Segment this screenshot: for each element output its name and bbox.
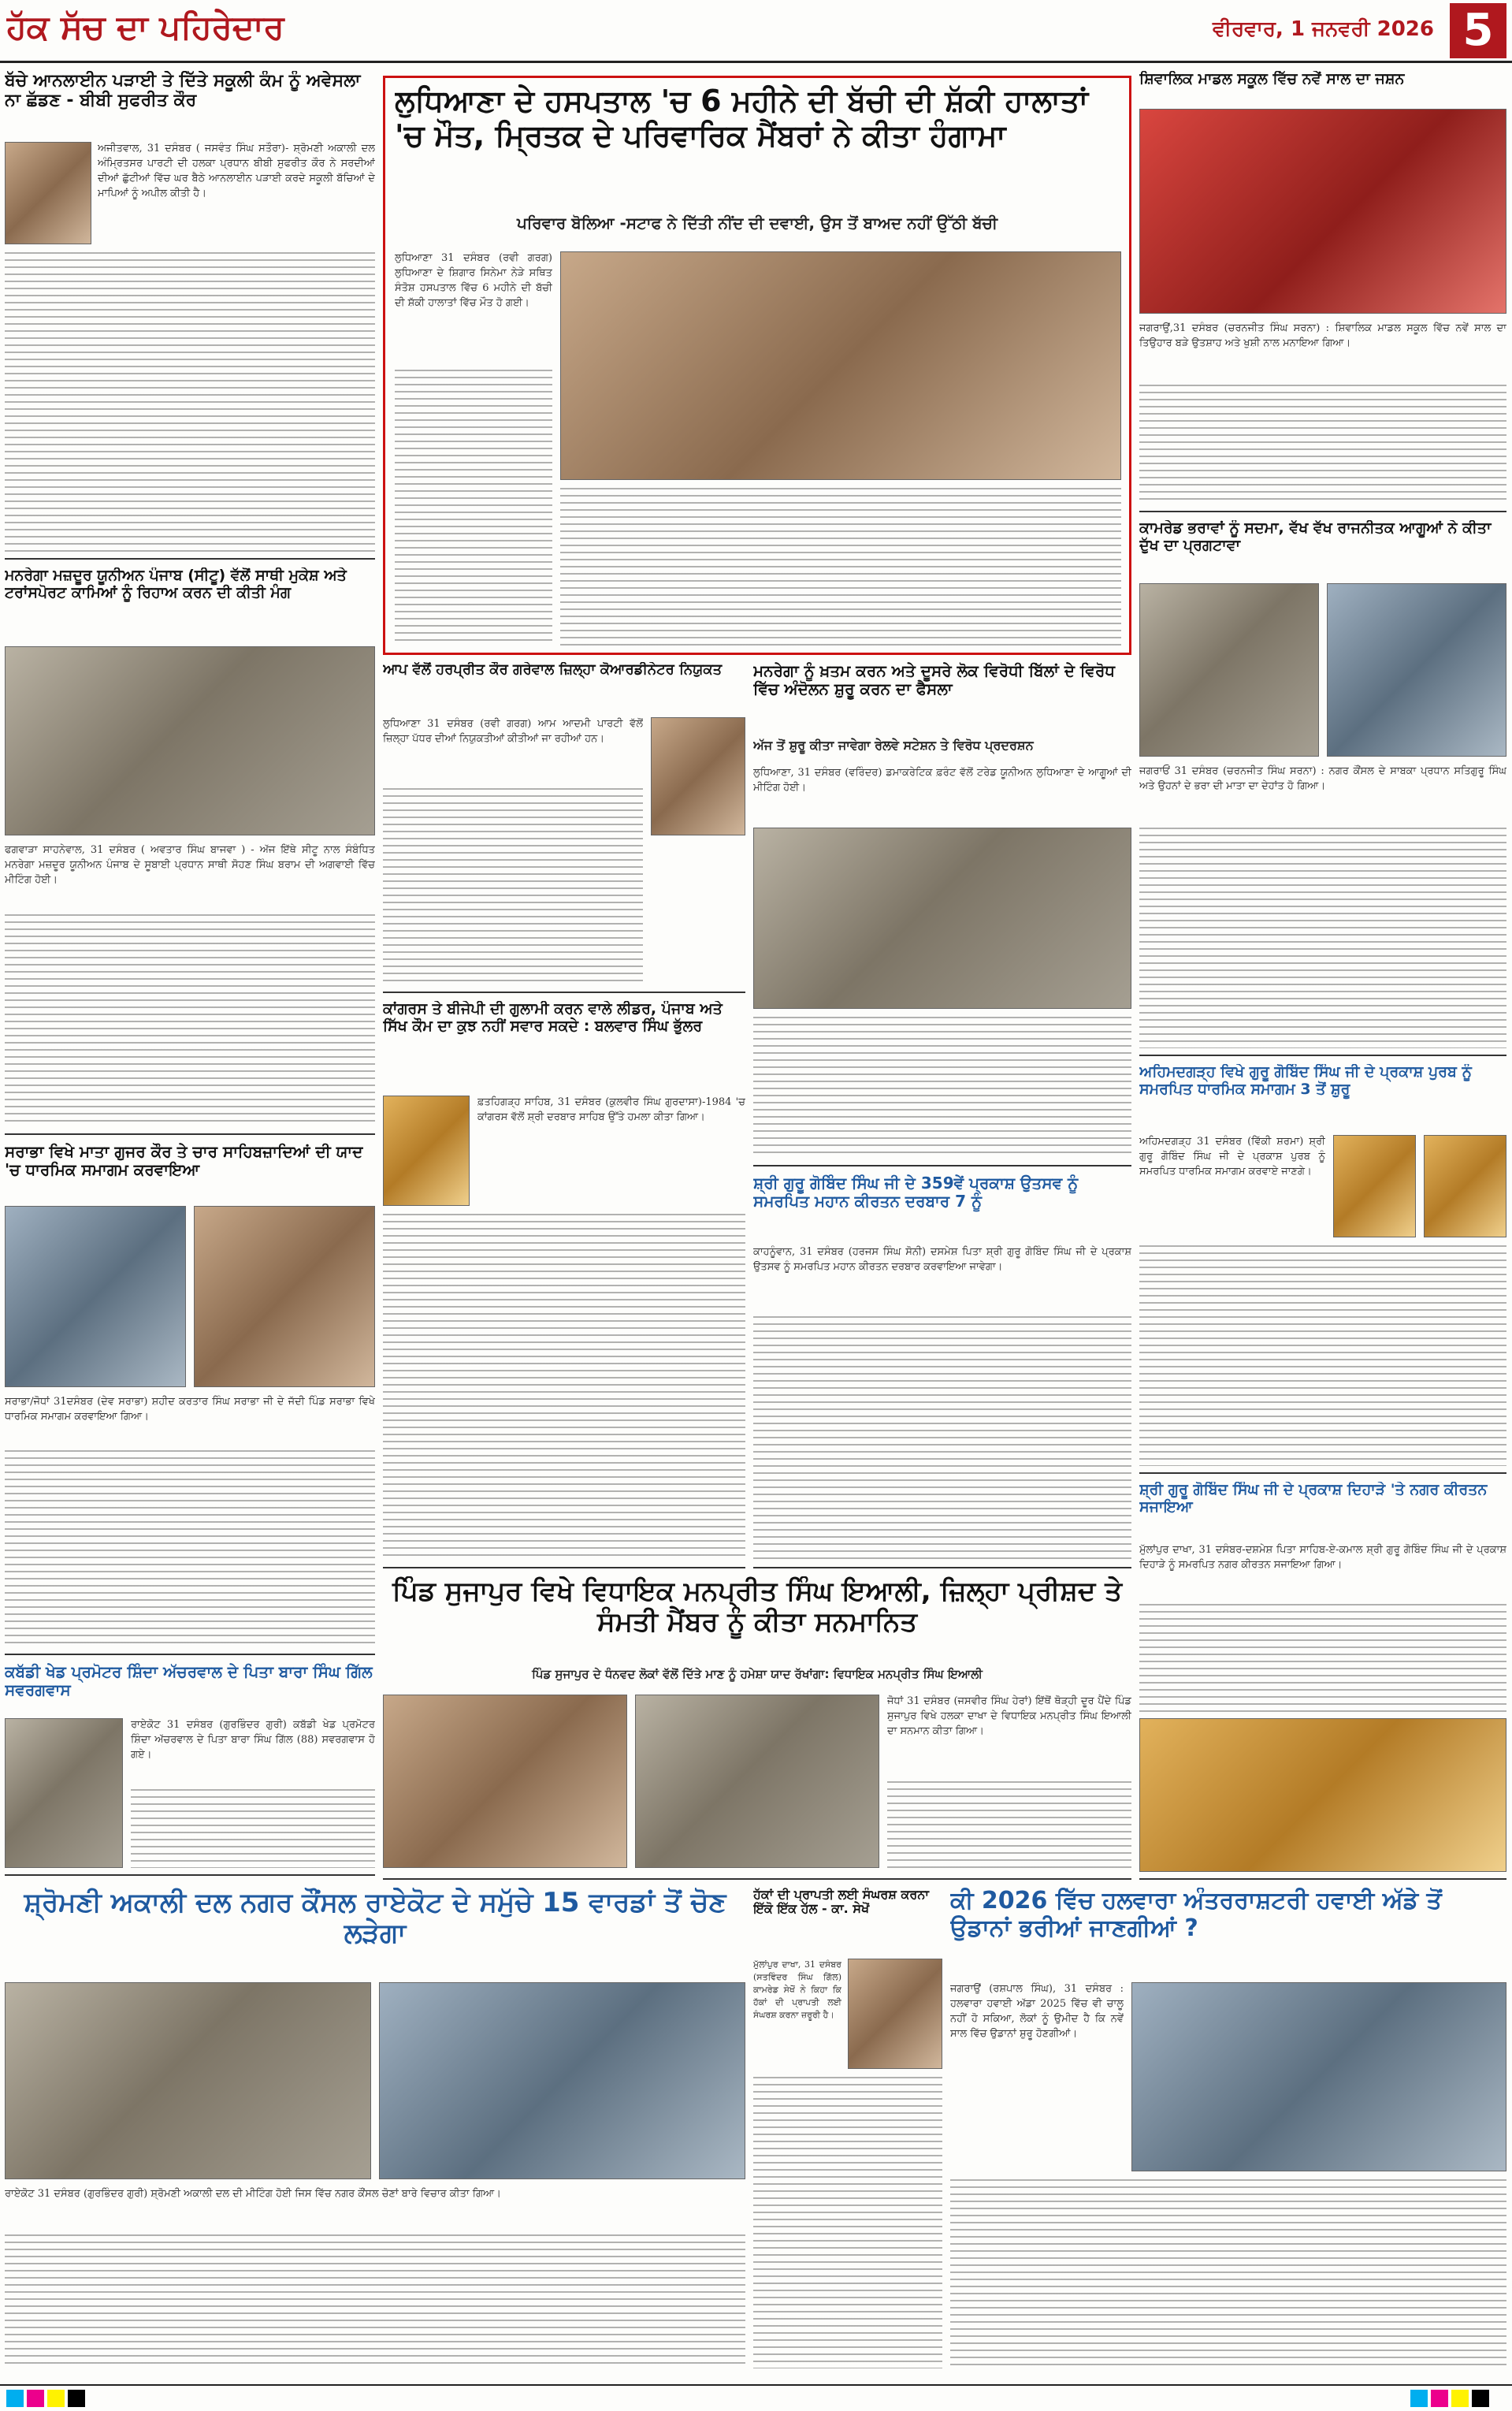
s8-photo: [383, 1096, 470, 1206]
s15-headline: ਸ਼੍ਰੋਮਣੀ ਅਕਾਲੀ ਦਲ ਨਗਰ ਕੌਂਸਲ ਰਾਏਕੋਟ ਦੇ ਸਮੁੱਚੇ 15 ਵਾਰਡਾਂ ਤੋਂ ਚੋਣ ਲੜੇਗਾ: [24, 1888, 726, 1950]
s3-photo-2: [194, 1206, 375, 1387]
s17-headline: ਕੀ 2026 ਵਿੱਚ ਹਲਵਾਰਾ ਅੰਤਰਰਾਸ਼ਟਰੀ ਹਵਾਈ ਅੱਡੇ ਤੋਂ ਉਡਾਨਾਂ ਭਰੀਆਂ ਜਾਣਗੀਆਂ ?: [950, 1888, 1442, 1942]
s10-subhead: ਪਿੰਡ ਸੁਜਾਪੁਰ ਦੇ ਧੰਨਵਦ ਲੋਕਾਂ ਵੱਲੋਂ ਦਿੱਤੇ ਮਾਣ ਨੂੰ ਹਮੇਸ਼ਾ ਯਾਦ ਰੱਖਾਂਗਾ: ਵਿਧਾਇਕ ਮਨਪ੍ਰੀਤ ਸਿੰਘ ਇਆਲੀ: [532, 1667, 983, 1681]
s12-photo-2: [1327, 583, 1506, 757]
story-s15: [5, 1888, 745, 2376]
s1-body: [5, 252, 375, 552]
s11-lead: ਜਗਰਾਉਂ,31 ਦਸੰਬਰ (ਚਰਨਜੀਤ ਸਿੰਘ ਸਰਨਾ) : ਸ਼ਿਵਾਲਿਕ ਮਾਡਲ ਸਕੂਲ ਵਿੱਚ ਨਵੇਂ ਸਾਲ ਦਾ ਤਿਉਹਾਰ ਬੜੇ ਉਤਸ਼ਾਹ ਅਤੇ ਖੁਸ਼ੀ ਨਾਲ ਮਨਾਇਆ ਗਿਆ।: [1139, 322, 1506, 349]
s15-body: [5, 2234, 745, 2368]
story-s3: [5, 1143, 375, 1655]
story-s11: [1139, 71, 1506, 512]
s9-lead: ਕਾਹਨੂੰਵਾਨ, 31 ਦਸੰਬਰ (ਹਰਜਸ ਸਿੰਘ ਸੋਨੀ) ਦਸਮੇਸ਼ ਪਿਤਾ ਸ਼੍ਰੀ ਗੁਰੂ ਗੋਬਿੰਦ ਸਿੰਘ ਜੀ ਦੇ ਪ੍ਰਕਾਸ਼ ਉਤਸਵ ਨੂੰ ਸਮਰਪਿਤ ਮਹਾਨ ਕੀਰਤਨ ਦਰਬਾਰ ਕਰਵਾਇਆ ਜਾਵੇਗਾ।: [753, 1246, 1131, 1273]
lead-story: [383, 76, 1131, 655]
s16-headline: ਹੱਕਾਂ ਦੀ ਪ੍ਰਾਪਤੀ ਲਈ ਸੰਘਰਸ਼ ਕਰਨਾ ਇੱਕੋ ਇੱਕ ਹੱਲ - ਕਾ. ਸੇਖੋਂ: [753, 1888, 929, 1917]
s6-headline: ਆਪ ਵੱਲੋਂ ਹਰਪ੍ਰੀਤ ਕੌਰ ਗਰੇਵਾਲ ਜ਼ਿਲ੍ਹਾ ਕੋਆਰਡੀਨੇਟਰ ਨਿਯੁਕਤ: [383, 662, 723, 678]
lead-body-left: [395, 370, 552, 646]
masthead: [0, 0, 1512, 63]
s6-body: [383, 788, 643, 985]
s10-lead: ਜੋਧਾਂ 31 ਦਸੰਬਰ (ਜਸਵੀਰ ਸਿੰਘ ਹੇਰਾਂ) ਇੱਥੋਂ ਥੋੜ੍ਹੀ ਦੂਰ ਪੈਂਦੇ ਪਿੰਡ ਸੁਜਾਪੁਰ ਵਿਖੇ ਹਲਕਾ ਦਾਖਾ ਦੇ ਵਿਧਾਇਕ ਮਨਪ੍ਰੀਤ ਸਿੰਘ ਇਆਲੀ ਦਾ ਸਨਮਾਨ ਕੀਤਾ ਗਿਆ।: [887, 1695, 1131, 1737]
s8-lead: ਫ਼ਤਹਿਗੜ੍ਹ ਸਾਹਿਬ, 31 ਦਸੰਬਰ (ਕੁਲਵੀਰ ਸਿੰਘ ਗੁਰਦਾਸਾ)-1984 'ਚ ਕਾਂਗਰਸ ਵੱਲੋਂ ਸ਼੍ਰੀ ਦਰਬਾਰ ਸਾਹਿਬ ਉੱਤੇ ਹਮਲਾ ਕੀਤਾ ਗਿਆ।: [477, 1096, 745, 1123]
s7b-headline: ਅੱਜ ਤੋਂ ਸ਼ੁਰੂ ਕੀਤਾ ਜਾਵੇਗਾ ਰੇਲਵੇ ਸਟੇਸ਼ਨ ਤੇ ਵਿਰੋਧ ਪ੍ਰਦਰਸ਼ਨ: [753, 738, 1034, 753]
lead-headline: ਲੁਧਿਆਣਾ ਦੇ ਹਸਪਤਾਲ 'ਚ 6 ਮਹੀਨੇ ਦੀ ਬੱਚੀ ਦੀ ਸ਼ੱਕੀ ਹਾਲਾਤਾਂ 'ਚ ਮੌਤ, ਮ੍ਰਿਤਕ ਦੇ ਪਰਿਵਾਰਿਕ ਮੈਂਬਰਾਂ ਨੇ ਕੀਤਾ ਹੰਗਾਮਾ: [395, 84, 1088, 153]
s9-body: [753, 1316, 1131, 1561]
s1-photo: [5, 142, 91, 244]
story-s16: [753, 1888, 942, 2376]
s15-lead: ਰਾਏਕੋਟ 31 ਦਸੰਬਰ (ਗੁਰਭਿੰਦਰ ਗੁਰੀ) ਸ਼੍ਰੋਮਣੀ ਅਕਾਲੀ ਦਲ ਦੀ ਮੀਟਿੰਗ ਹੋਈ ਜਿਸ ਵਿੱਚ ਨਗਰ ਕੌਂਸਲ ਚੋਣਾਂ ਬਾਰੇ ਵਿਚਾਰ ਕੀਤਾ ਗਿਆ।: [5, 2188, 501, 2200]
lead-subhead: ਪਰਿਵਾਰ ਬੋਲਿਆ -ਸਟਾਫ ਨੇ ਦਿੱਤੀ ਨੀਂਦ ਦੀ ਦਵਾਈ, ਉਸ ਤੋਂ ਬਾਅਦ ਨਹੀਂ ਉੱਠੀ ਬੱਚੀ: [516, 214, 998, 233]
s14-photo: [1139, 1718, 1506, 1872]
story-s7: [753, 662, 1131, 1166]
s16-lead: ਮੁੱਲਾਂਪੁਰ ਦਾਖਾ, 31 ਦਸੰਬਰ (ਸਤਵਿੰਦਰ ਸਿੰਘ ਗਿੱਲ) ਕਾਮਰੇਡ ਸੇਖੋਂ ਨੇ ਕਿਹਾ ਕਿ ਹੱਕਾਂ ਦੀ ਪ੍ਰਾਪਤੀ ਲਈ ਸੰਘਰਸ਼ ਕਰਨਾ ਜ਼ਰੂਰੀ ਹੈ।: [753, 1959, 841, 2020]
story-s4: [5, 1663, 375, 1876]
s4-lead: ਰਾਏਕੋਟ 31 ਦਸੰਬਰ (ਗੁਰਭਿੰਦਰ ਗੁਰੀ) ਕਬੱਡੀ ਖੇਡ ਪ੍ਰਮੋਟਰ ਸ਼ਿੰਦਾ ਅੱਚਰਵਾਲ ਦੇ ਪਿਤਾ ਬਾਰਾ ਸਿੰਘ ਗਿੱਲ (88) ਸਵਰਗਵਾਸ ਹੋ ਗਏ।: [131, 1719, 375, 1761]
s2-photo: [5, 646, 375, 835]
s14-body: [1139, 1604, 1506, 1714]
s2-headline: ਮਨਰੇਗਾ ਮਜ਼ਦੂਰ ਯੂਨੀਅਨ ਪੰਜਾਬ (ਸੀਟੂ) ਵੱਲੋਂ ਸਾਥੀ ਮੁਕੇਸ਼ ਅਤੇ ਟਰਾਂਸਪੋਰਟ ਕਾਮਿਆਂ ਨੂੰ ਰਿਹਾਅ ਕਰਨ ਦੀ ਕੀਤੀ ਮੰਗ: [5, 567, 347, 601]
s3-lead: ਸਰਾਭਾ/ਜੋਧਾਂ 31ਦਸੰਬਰ (ਦੇਵ ਸਰਾਭਾ) ਸ਼ਹੀਦ ਕਰਤਾਰ ਸਿੰਘ ਸਰਾਭਾ ਜੀ ਦੇ ਜੱਦੀ ਪਿੰਡ ਸਰਾਭਾ ਵਿਖੇ ਧਾਰਮਿਕ ਸਮਾਗਮ ਕਰਵਾਇਆ ਗਿਆ।: [5, 1396, 375, 1423]
s11-body: [1139, 385, 1506, 503]
s17-lead: ਜਗਰਾਉਂ (ਰਸ਼ਪਾਲ ਸਿੰਘ), 31 ਦਸੰਬਰ : ਹਲਵਾਰਾ ਹਵਾਈ ਅੱਡਾ 2025 ਵਿੱਚ ਵੀ ਚਾਲੂ ਨਹੀਂ ਹੋ ਸਕਿਆ, ਲੋਕਾਂ ਨੂੰ ਉਮੀਦ ਹੈ ਕਿ ਨਵੇਂ ਸਾਲ ਵਿੱਚ ਉਡਾਨਾਂ ਸ਼ੁਰੂ ਹੋਣਗੀਆਂ।: [950, 1983, 1124, 2040]
story-s17: [950, 1888, 1506, 2376]
s1-headline: ਬੱਚੇ ਆਨਲਾਈਨ ਪੜਾਈ ਤੇ ਦਿੱਤੇ ਸਕੂਲੀ ਕੰਮ ਨੂੰ ਅਵੇਸਲਾ ਨਾ ਛੱਡਣ - ਬੀਬੀ ਸੁਫਰੀਤ ਕੌਰ: [5, 71, 361, 111]
s12-photo-1: [1139, 583, 1319, 757]
s15-photo-1: [5, 1982, 371, 2179]
s13-photo-2: [1424, 1135, 1506, 1237]
s1-lead: ਅਜੀਤਵਾਲ, 31 ਦਸੰਬਰ ( ਜਸਵੰਤ ਸਿੰਘ ਸਤੌਰਾ)- ਸ਼੍ਰੋਮਣੀ ਅਕਾਲੀ ਦਲ ਅੰਮ੍ਰਿਤਸਰ ਪਾਰਟੀ ਦੀ ਹਲਕਾ ਪ੍ਰਧਾਨ ਬੀਬੀ ਸੁਫਰੀਤ ਕੌਰ ਨੇ ਸਰਦੀਆਂ ਦੀਆਂ ਛੁੱਟੀਆਂ ਵਿੱਚ ਘਰ ਬੈਠੇ ਆਨਲਾਈਨ ਪੜਾਈ ਕਰਦੇ ਸਕੂਲੀ ਬੱਚਿਆਂ ਦੇ ਮਾਪਿਆਂ ਨੂੰ ਅਪੀਲ ਕੀਤੀ ਹੈ।: [98, 143, 375, 199]
s10-photo-2: [635, 1695, 879, 1868]
s13-photo-1: [1333, 1135, 1416, 1237]
s4-body: [131, 1789, 375, 1868]
lead-body-right: [560, 488, 1121, 646]
s13-body: [1139, 1245, 1506, 1466]
s3-body: [5, 1450, 375, 1647]
s10-body: [887, 1781, 1131, 1868]
s15-photo-2: [379, 1982, 745, 2179]
s9-headline: ਸ਼੍ਰੀ ਗੁਰੂ ਗੋਬਿੰਦ ਸਿੰਘ ਜੀ ਦੇ 359ਵੇਂ ਪ੍ਰਕਾਸ਼ ਉਤਸਵ ਨੂੰ ਸਮਰਪਿਤ ਮਹਾਨ ਕੀਰਤਨ ਦਰਬਾਰ 7 ਨੂੰ: [753, 1174, 1079, 1211]
s14-lead: ਮੁੱਲਾਂਪੁਰ ਦਾਖਾ, 31 ਦਸੰਬਰ-ਦਸ਼ਮੇਸ਼ ਪਿਤਾ ਸਾਹਿਬ-ਏ-ਕਮਾਲ ਸ਼੍ਰੀ ਗੁਰੂ ਗੋਬਿੰਦ ਸਿੰਘ ਜੀ ਦੇ ਪ੍ਰਕਾਸ਼ ਦਿਹਾੜੇ ਨੂੰ ਸਮਰਪਿਤ ਨਗਰ ਕੀਰਤਨ ਸਜਾਇਆ ਗਿਆ।: [1139, 1544, 1506, 1571]
s2-lead: ਫਗਵਾੜਾ ਸਾਹਨੇਵਾਲ, 31 ਦਸੰਬਰ ( ਅਵਤਾਰ ਸਿੰਘ ਬਾਜਵਾ ) - ਅੱਜ ਇੱਥੇ ਸੀਟੂ ਨਾਲ ਸੰਬੰਧਿਤ ਮਨਰੇਗਾ ਮਜ਼ਦੂਰ ਯੂਨੀਅਨ ਪੰਜਾਬ ਦੇ ਸੂਬਾਈ ਪ੍ਰਧਾਨ ਸਾਥੀ ਸੋਹਣ ਸਿੰਘ ਬਰਾਮ ਦੀ ਅਗਵਾਈ ਵਿੱਚ ਮੀਟਿੰਗ ਹੋਈ।: [5, 844, 375, 886]
s6-lead: ਲੁਧਿਆਣਾ 31 ਦਸੰਬਰ (ਰਵੀ ਗਰਗ) ਆਮ ਆਦਮੀ ਪਾਰਟੀ ਵੱਲੋਂ ਜ਼ਿਲ੍ਹਾ ਪੱਧਰ ਦੀਆਂ ਨਿਯੁਕਤੀਆਂ ਕੀਤੀਆਂ ਜਾ ਰਹੀਆਂ ਹਨ।: [383, 718, 643, 745]
cmyk-marks-right: [1410, 2390, 1505, 2409]
s8-body: [383, 1214, 745, 1561]
story-s6: [383, 662, 745, 993]
s11-photo: [1139, 109, 1506, 314]
s17-photo: [1131, 1982, 1506, 2171]
masthead-date: ਵੀਰਵਾਰ, 1 ਜਨਵਰੀ 2026: [1213, 17, 1434, 41]
story-s14: [1139, 1482, 1506, 1880]
cmyk-marks-left: [6, 2390, 101, 2409]
story-s2: [5, 567, 375, 1135]
s11-headline: ਸ਼ਿਵਾਲਿਕ ਮਾਡਲ ਸਕੂਲ ਵਿੱਚ ਨਵੇਂ ਸਾਲ ਦਾ ਜਸ਼ਨ: [1139, 71, 1405, 87]
s7-photo: [753, 828, 1131, 1009]
s17-body: [950, 2179, 1506, 2368]
s7-body: [753, 1017, 1131, 1159]
story-s13: [1139, 1064, 1506, 1474]
s2-body: [5, 914, 375, 1127]
s4-headline: ਕਬੱਡੀ ਖੇਡ ਪ੍ਰਮੋਟਰ ਸ਼ਿੰਦਾ ਅੱਚਰਵਾਲ ਦੇ ਪਿਤਾ ਬਾਰਾ ਸਿੰਘ ਗਿੱਲ ਸਵਰਗਵਾਸ: [5, 1663, 373, 1699]
s16-photo: [848, 1959, 942, 2069]
s6-photo: [651, 717, 745, 835]
s16-body: [753, 2077, 942, 2368]
s12-lead: ਜਗਰਾਓਂ 31 ਦਸੰਬਰ (ਚਰਨਜੀਤ ਸਿੰਘ ਸਰਨਾ) : ਨਗਰ ਕੌਂਸਲ ਦੇ ਸਾਬਕਾ ਪ੍ਰਧਾਨ ਸਤਿਗੁਰੂ ਸਿੰਘ ਅਤੇ ਉਹਨਾਂ ਦੇ ਭਰਾ ਦੀ ਮਾਤਾ ਦਾ ਦੇਹਾਂਤ ਹੋ ਗਿਆ।: [1139, 765, 1506, 792]
story-s8: [383, 1001, 745, 1568]
story-s10: [383, 1576, 1131, 1880]
lead-lead: ਲੁਧਿਆਣਾ 31 ਦਸੰਬਰ (ਰਵੀ ਗਰਗ) ਲੁਧਿਆਣਾ ਦੇ ਸ਼ਿਗਾਰ ਸਿਨੇਮਾ ਨੇੜੇ ਸਥਿਤ ਸੰਤੋਸ਼ ਹਸਪਤਾਲ ਵਿੱਚ 6 ਮਹੀਨੇ ਦੀ ਬੱਚੀ ਦੀ ਸ਼ੱਕੀ ਹਾਲਾਤਾਂ ਵਿੱਚ ਮੌਤ ਹੋ ਗਈ।: [395, 252, 552, 309]
s10-headline: ਪਿੰਡ ਸੁਜਾਪੁਰ ਵਿਖੇ ਵਿਧਾਇਕ ਮਨਪ੍ਰੀਤ ਸਿੰਘ ਇਆਲੀ, ਜ਼ਿਲ੍ਹਾ ਪ੍ਰੀਸ਼ਦ ਤੇ ਸੰਮਤੀ ਮੈਂਬਰ ਨੂੰ ਕੀਤਾ ਸਨਮਾਨਿਤ: [392, 1576, 1123, 1639]
s13-headline: ਅਹਿਮਦਗੜ੍ਹ ਵਿਖੇ ਗੁਰੂ ਗੋਬਿੰਦ ਸਿੰਘ ਜੀ ਦੇ ਪ੍ਰਕਾਸ਼ ਪੁਰਬ ਨੂੰ ਸਮਰਪਿਤ ਧਾਰਮਿਕ ਸਮਾਗਮ 3 ਤੋਂ ਸ਼ੁਰੂ: [1139, 1064, 1472, 1098]
s10-photo-1: [383, 1695, 627, 1868]
s14-headline: ਸ਼੍ਰੀ ਗੁਰੂ ਗੋਬਿੰਦ ਸਿੰਘ ਜੀ ਦੇ ਪ੍ਰਕਾਸ਼ ਦਿਹਾੜੇ 'ਤੇ ਨਗਰ ਕੀਰਤਨ ਸਜਾਇਆ: [1139, 1482, 1488, 1516]
s12-body: [1139, 828, 1506, 1048]
masthead-title: ਹੱਕ ਸੱਚ ਦਾ ਪਹਿਰੇਦਾਰ: [6, 8, 284, 47]
s3-headline: ਸਰਾਭਾ ਵਿਖੇ ਮਾਤਾ ਗੁਜਰ ਕੌਰ ਤੇ ਚਾਰ ਸਾਹਿਬਜ਼ਾਦਿਆਂ ਦੀ ਯਾਦ 'ਚ ਧਾਰਮਿਕ ਸਮਾਗਮ ਕਰਵਾਇਆ: [5, 1143, 363, 1179]
s8-headline: ਕਾਂਗਰਸ ਤੇ ਬੀਜੇਪੀ ਦੀ ਗੁਲਾਮੀ ਕਰਨ ਵਾਲੇ ਲੀਡਰ, ਪੰਜਾਬ ਅਤੇ ਸਿੱਖ ਕੌਮ ਦਾ ਕੁਝ ਨਹੀਂ ਸਵਾਰ ਸਕਦੇ : ਬਲਵਾਰ ਸਿੰਘ ਭੁੱਲਰ: [383, 1001, 723, 1035]
story-s1: [5, 71, 375, 560]
page-number: 5: [1450, 3, 1506, 58]
s13-lead: ਅਹਿਮਦਗੜ੍ਹ 31 ਦਸੰਬਰ (ਵਿੱਕੀ ਸ਼ਰਮਾ) ਸ਼੍ਰੀ ਗੁਰੂ ਗੋਬਿੰਦ ਸਿੰਘ ਜੀ ਦੇ ਪ੍ਰਕਾਸ਼ ਪੁਰਬ ਨੂੰ ਸਮਰਪਿਤ ਧਾਰਮਿਕ ਸਮਾਗਮ ਕਰਵਾਏ ਜਾਣਗੇ।: [1139, 1136, 1325, 1178]
story-s12: [1139, 520, 1506, 1056]
lead-photo: [560, 251, 1121, 480]
story-s9: [753, 1174, 1131, 1568]
s4-photo: [5, 1718, 123, 1868]
s12-headline: ਕਾਮਰੇਡ ਭਰਾਵਾਂ ਨੂੰ ਸਦਮਾ, ਵੱਖ ਵੱਖ ਰਾਜਨੀਤਕ ਆਗੂਆਂ ਨੇ ਕੀਤਾ ਦੁੱਖ ਦਾ ਪ੍ਰਗਟਾਵਾ: [1139, 520, 1492, 554]
page-footer: [0, 2384, 1512, 2411]
s7-lead: ਲੁਧਿਆਣਾ, 31 ਦਸੰਬਰ (ਵਰਿੰਦਰ) ਡਮਾਕਰੇਟਿਕ ਫ਼ਰੰਟ ਵੱਲੋਂ ਟਰੇਡ ਯੂਨੀਅਨ ਲੁਧਿਆਣਾ ਦੇ ਆਗੂਆਂ ਦੀ ਮੀਟਿੰਗ ਹੋਈ।: [753, 767, 1131, 794]
s7-headline: ਮਨਰੇਗਾ ਨੂੰ ਖ਼ਤਮ ਕਰਨ ਅਤੇ ਦੂਸਰੇ ਲੋਕ ਵਿਰੋਧੀ ਬਿੱਲਾਂ ਦੇ ਵਿਰੋਧ ਵਿੱਚ ਅੰਦੋਲਨ ਸ਼ੁਰੂ ਕਰਨ ਦਾ ਫੈਸਲਾ: [753, 662, 1115, 698]
s3-photo-1: [5, 1206, 186, 1387]
